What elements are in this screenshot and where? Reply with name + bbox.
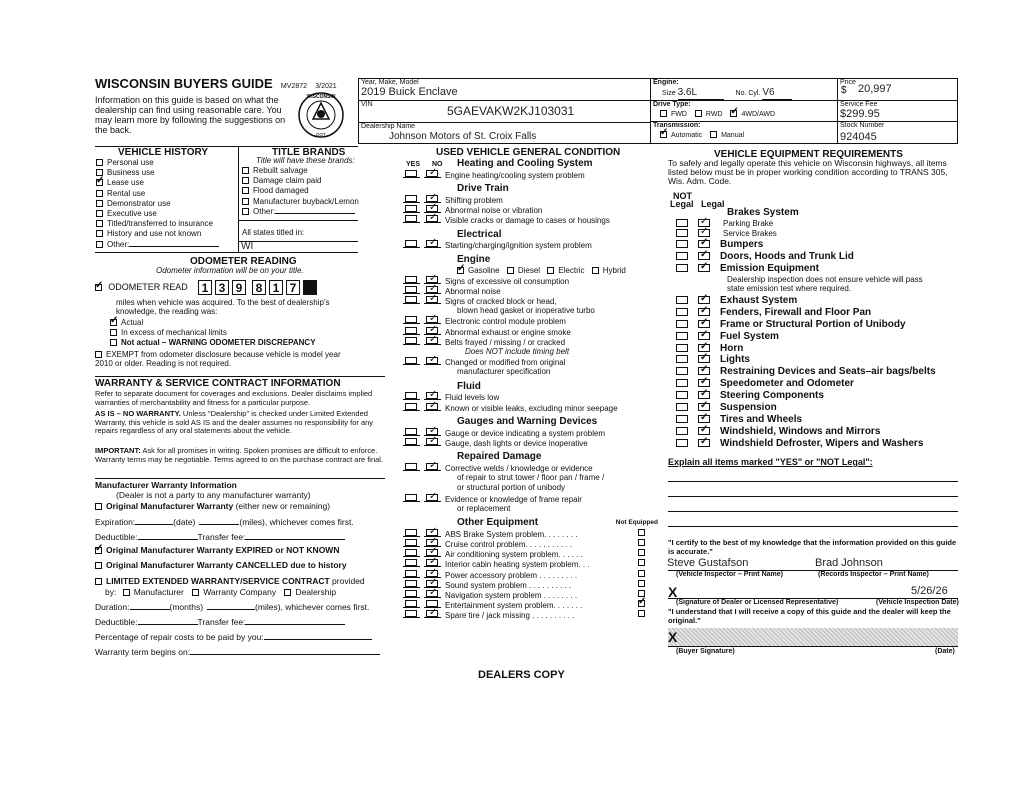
- condition-row: Entertainment system problem. . . . . . . ✓: [403, 600, 661, 610]
- inspector-name[interactable]: Steve Gustafson: [667, 557, 749, 569]
- warranty-p3: IMPORTANT: Ask for all promises in writing. Spoken promises are difficult to enforce. Warranty terms may be negotiable. Terms agreed to on the purchase contract are final.: [95, 446, 384, 464]
- condition-row: ✓ Fluid levels low: [403, 392, 661, 402]
- warranty-p1: Refer to separate document for coverages and exclusions. Dealer disclaims implied warranties of merchantability and fitness for a particular purpose.: [95, 389, 373, 407]
- odometer-row: [95, 280, 320, 295]
- history-item: Other:: [96, 240, 219, 250]
- requirement-row: ✓Frame or Structural Portion of Unibody: [676, 319, 961, 331]
- history-item: Rental use: [96, 189, 219, 199]
- drive-options: FWD RWD ✓ 4WD/AWD: [660, 110, 775, 119]
- legal-label: Legal: [670, 199, 694, 209]
- brands-list: [242, 166, 359, 217]
- signature-x: X: [668, 584, 678, 600]
- percentage-row: Percentage of repair costs to be paid by you:: [95, 633, 372, 643]
- deductible2-row: Deductible: Transfer fee:: [95, 618, 345, 628]
- cyl-label: No. Cyl.: [735, 90, 761, 97]
- odometer-digit[interactable]: 3: [215, 280, 229, 295]
- odometer-digit[interactable]: 1: [269, 280, 283, 295]
- condition-row: ✓ Interior cabin heating system problem. . .: [403, 559, 661, 569]
- ymm-value[interactable]: 2019 Buick Enclave: [361, 86, 458, 98]
- requirement-row: ✓Service Brakes: [676, 229, 961, 239]
- requirement-row: ✓Fuel System: [676, 331, 961, 343]
- limited-checkbox[interactable]: [95, 578, 102, 585]
- brand-item: Damage claim paid: [242, 176, 359, 186]
- history-item: Business use: [96, 168, 219, 178]
- sig-date[interactable]: 5/26/26: [911, 585, 948, 597]
- buyer-signature-field[interactable]: [668, 628, 958, 646]
- term-row: Warranty term begins on:: [95, 648, 380, 658]
- requirement-row: ✓Speedometer and Odometer: [676, 378, 961, 390]
- dealer-value[interactable]: Johnson Motors of St. Croix Falls: [389, 131, 537, 142]
- history-item: Executive use: [96, 209, 219, 219]
- odometer-text: miles when vehicle was acquired. To the best of dealership's knowledge, the reading was:: [116, 298, 330, 317]
- brand-item: Manufacturer buyback/Lemon: [242, 197, 359, 207]
- requirements-title: VEHICLE EQUIPMENT REQUIREMENTS: [714, 149, 903, 160]
- condition-row: ✓ Gauge, dash lights or device inoperative: [403, 438, 661, 448]
- odometer-checkbox[interactable]: [95, 284, 102, 291]
- requirement-row: ✓Windshield Defroster, Wipers and Washers: [676, 438, 961, 450]
- condition-row: ✓ Evidence or knowledge of frame repair: [403, 494, 661, 504]
- price-label: Price: [840, 79, 856, 86]
- ymm-label: Year, Make, Model: [361, 79, 419, 86]
- history-list: [96, 158, 219, 250]
- not-legal-label: NOT: [673, 191, 692, 201]
- orig-effective-checkbox[interactable]: [95, 503, 102, 510]
- limited-row: LIMITED EXTENDED WARRANTY/SERVICE CONTRACT provided: [95, 577, 365, 587]
- condition-row: ✓ Navigation system problem . . . . . . . .: [403, 590, 661, 600]
- svg-text:DOT: DOT: [316, 132, 326, 137]
- condition-row: ✓ Air conditioning system problem. . . . . .: [403, 549, 661, 559]
- excess-checkbox[interactable]: [110, 329, 117, 336]
- condition-row: ✓ Gauge or device indicating a system problem: [403, 428, 661, 438]
- brakes-title: Brakes System: [727, 207, 799, 218]
- inspector-label: (Vehicle Inspector – Print Name): [676, 571, 783, 578]
- condition-row: ✓ Belts frayed / missing / or cracked: [403, 337, 661, 347]
- engine-label: Engine:: [653, 79, 679, 86]
- rwd-checkbox[interactable]: [695, 110, 702, 117]
- cancelled-checkbox[interactable]: [95, 562, 102, 569]
- fuel-row: ✓Gasoline Diesel Electric Hybrid: [403, 266, 661, 276]
- condition-title: USED VEHICLE GENERAL CONDITION: [436, 147, 621, 158]
- recorder-label: (Records Inspector – Print Name): [818, 571, 929, 578]
- condition-row: ✓ Engine heating/cooling system problem: [403, 170, 661, 180]
- condition-row: ✓ Shifting problem: [403, 195, 661, 205]
- expired-row: ✓Original Manufacturer Warranty EXPIRED or NOT KNOWN: [95, 546, 339, 556]
- brand-item: Flood damaged: [242, 186, 359, 196]
- warranty-p2: AS IS – NO WARRANTY. Unless "Dealership" is checked under Limited Extended Warranty, this vehicle is sold AS IS and the dealer assumes no responsibility for any repairs regardless of any oral statements about the vehicle.: [95, 409, 374, 436]
- buyer-sig-label: (Buyer Signature): [676, 648, 735, 655]
- condition-row: ✓ Visible cracks or damage to cases or housings: [403, 215, 661, 225]
- dealers-copy: DEALERS COPY: [478, 669, 565, 681]
- buyer-date-label: (Date): [935, 648, 955, 655]
- condition-row: ✓ ABS Brake System problem. . . . . . . .: [403, 529, 661, 539]
- svg-text:WISCONSIN: WISCONSIN: [306, 94, 336, 100]
- dealer-sig-label: (Signature of Dealer or Licensed Representative): [676, 599, 839, 606]
- condition-row: ✓ Corrective welds / knowledge or evidence: [403, 463, 661, 473]
- odometer-digit[interactable]: 7: [286, 280, 300, 295]
- cyl-value[interactable]: V6: [762, 87, 792, 100]
- requirement-row: ✓Fenders, Firewall and Floor Pan: [676, 307, 961, 319]
- condition-row: ✓ Signs of excessive oil consumption: [403, 276, 661, 286]
- other-title: Other Equipment Not Equipped: [457, 516, 658, 528]
- intro-text: Information on this guide is based on what the dealership can find using reasonable care. You may learn more by following the suggestions on the back.: [95, 95, 286, 135]
- actual-checkbox[interactable]: [110, 319, 117, 326]
- condition-row: ✓ Signs of cracked block or head,: [403, 296, 661, 306]
- condition-row: ✓ Abnormal noise or vibration: [403, 205, 661, 215]
- form-date: 3/2021: [315, 83, 337, 90]
- fwd-checkbox[interactable]: [660, 110, 667, 117]
- price-value[interactable]: 20,997: [858, 83, 892, 95]
- requirement-row: ✓Exhaust System: [676, 295, 961, 307]
- requirement-row: ✓Parking Brake: [676, 219, 961, 229]
- expired-checkbox[interactable]: [95, 547, 102, 554]
- requirement-row: ✓Emission Equipment: [676, 263, 961, 275]
- not-actual-checkbox[interactable]: [110, 339, 117, 346]
- condition-list: Heating and Cooling System ✓ Engine heating/cooling system problem Drive Train ✓ Shifting problem ✓ Abnormal noise or vibration ✓ Visible cracks or damage to cases or housings Electrical ✓ Starting/charging/ignition system problem Engine ✓Gasoline Diesel Electric Hybrid ✓ Signs of excessive oil consumption ✓ Abnormal noise ✓ Signs of cracked block or head, blown head gasket or inoperative turbo ✓ Electronic control module problem ✓ Abnormal exhaust or engine smoke ✓ Belts frayed / missing / or cracked Does NOT include timing belt ✓ Changed or modified from original manufacturer specification Fluid ✓ Fluid levels low ✓ Known or visible leaks, excluding minor seepage Gauges and Warning Devices ✓ Gauge or device indicating a system problem ✓ Gauge, dash lights or device inoperative Repaired Damage ✓ Corrective welds / knowledge or evidence of repair to strut tower / floor pan / frame / or structural portion of unibody ✓ Evidence or knowledge of frame repair or replacement Other Equipment Not Equipped ✓ ABS Brake System problem. . . . . . . . ✓ Cruise control problem. . . . . . . . . . . ✓ Air conditioning system problem. . . . . . ✓ Interior cabin heating system problem. . . ✓ Power accessory problem . . . . . . . . . ✓ Sound system problem . . . . . . . . . . ✓ Navigation system problem . . . . . . . . Entertainment system problem. . . . . . . ✓ ✓ Spare tire / jack missing . . . . . . . . . .: [403, 158, 661, 621]
- price-currency: $: [841, 85, 847, 96]
- requirement-row: ✓Tires and Wheels: [676, 414, 961, 426]
- requirements-list: [676, 207, 961, 450]
- automatic-checkbox[interactable]: [660, 131, 667, 138]
- brands-title: TITLE BRANDS: [272, 147, 346, 158]
- certify-text: "I certify to the best of my knowledge that the information provided on this guide is accurate.": [668, 538, 957, 556]
- requirement-row: ✓Doors, Hoods and Trunk Lid: [676, 251, 961, 263]
- deductible-row: Deductible: Transfer fee:: [95, 533, 345, 543]
- repaired-title: Repaired Damage: [457, 451, 542, 463]
- states-label: All states titled in:: [242, 228, 305, 237]
- gauges-title: Gauges and Warning Devices: [457, 415, 598, 427]
- not-equipped-label: Not Equipped: [615, 518, 658, 526]
- condition-row: ✓ Abnormal exhaust or engine smoke: [403, 327, 661, 337]
- brand-item: Other:: [242, 207, 359, 217]
- condition-row: ✓ Electronic control module problem: [403, 316, 661, 326]
- emission-note: Dealership inspection does not ensure vehicle will pass state emission test where required.: [727, 274, 923, 294]
- fee-label: Service Fee: [840, 101, 878, 108]
- requirement-row: ✓Horn: [676, 343, 961, 355]
- expiration-row: Expiration: (date) (miles), whichever comes first.: [95, 517, 354, 527]
- no-label: NO: [432, 161, 443, 168]
- odometer-tenths: [303, 280, 317, 295]
- warranty-title: WARRANTY & SERVICE CONTRACT INFORMATION: [95, 378, 341, 389]
- heating-title: Heating and Cooling System: [457, 158, 593, 169]
- history-item: Titled/transferred to insurance: [96, 219, 219, 229]
- by-row: by: Manufacturer Warranty Company Dealership: [105, 587, 337, 597]
- mfr-title: Manufacturer Warranty Information: [95, 480, 237, 490]
- legal-label-2: Legal: [701, 199, 725, 209]
- awd-checkbox[interactable]: [730, 110, 737, 117]
- condition-row: ✓ Cruise control problem. . . . . . . . . . .: [403, 539, 661, 549]
- requirement-row: ✓Suspension: [676, 402, 961, 414]
- condition-row: ✓ Changed or modified from original: [403, 357, 661, 367]
- manual-checkbox[interactable]: [710, 131, 717, 138]
- stock-value[interactable]: 924045: [840, 131, 877, 143]
- history-item: ✓Lease use: [96, 178, 219, 188]
- requirement-row: ✓Steering Components: [676, 390, 961, 402]
- requirement-row: ✓Lights: [676, 354, 961, 366]
- trans-options: ✓Automatic Manual: [660, 131, 744, 140]
- orig-effective-row: Original Manufacturer Warranty (either new or remaining): [95, 502, 330, 512]
- states-value[interactable]: WI: [241, 241, 254, 252]
- form-title: WISCONSIN BUYERS GUIDE: [95, 76, 273, 91]
- exempt-row: EXEMPT from odometer disclosure because vehicle is model year 2010 or older. Reading is not required.: [95, 350, 341, 369]
- explain-label: Explain all items marked "YES" or "NOT Legal":: [668, 457, 873, 467]
- odometer-subtitle: Odometer information will be on your title.: [156, 266, 304, 275]
- cancelled-row: Original Manufacturer Warranty CANCELLED due to history: [95, 561, 347, 571]
- condition-row: ✓ Known or visible leaks, excluding minor seepage: [403, 403, 661, 413]
- odometer-label: ODOMETER READ: [108, 281, 188, 292]
- requirements-intro: To safely and legally operate this vehicle on Wisconsin highways, all items listed below must be in proper working condition according to TRANS 305, Wis. Adm. Code.: [668, 158, 948, 186]
- odometer-digit[interactable]: 1: [198, 280, 212, 295]
- fee-value[interactable]: $299.95: [840, 108, 880, 120]
- trans-label: Transmission:: [653, 122, 701, 129]
- yes-label: YES: [406, 161, 421, 168]
- exempt-checkbox[interactable]: [95, 351, 102, 358]
- odometer-options: ✓Actual In excess of mechanical limits Not actual – WARNING ODOMETER DISCREPANCY: [110, 318, 316, 349]
- condition-row: ✓ Spare tire / jack missing . . . . . . . . . .: [403, 610, 661, 620]
- condition-row: ✓ Abnormal noise: [403, 286, 661, 296]
- odometer-digit[interactable]: 9: [232, 280, 246, 295]
- requirement-row: ✓Windshield, Windows and Mirrors: [676, 426, 961, 438]
- stock-label: Stock Number: [840, 122, 885, 129]
- form-number: MV2872: [280, 83, 307, 90]
- fluid-title: Fluid: [457, 380, 481, 392]
- mfr-sub: (Dealer is not a party to any manufacturer warranty): [116, 490, 311, 500]
- brands-subtitle: Title will have these brands:: [256, 156, 355, 165]
- engine-size: [662, 87, 792, 100]
- engine-title: Engine: [457, 253, 491, 265]
- condition-row: ✓ Starting/charging/ignition system problem: [403, 240, 661, 250]
- requirement-row: ✓Restraining Devices and Seats–air bags/belts: [676, 366, 961, 378]
- drive-title: Drive Train: [457, 183, 509, 195]
- odometer-digit[interactable]: 8: [252, 280, 266, 295]
- understand-text: "I understand that I will receive a copy of this guide and the dealer will keep the original.": [668, 607, 951, 625]
- buyer-x: X: [668, 629, 678, 645]
- condition-row: ✓ Sound system problem . . . . . . . . . .: [403, 580, 661, 590]
- history-item: Demonstrator use: [96, 199, 219, 209]
- size-label: Size: [662, 90, 676, 97]
- wisdot-seal-icon: [296, 90, 346, 140]
- vin-label: VIN: [361, 101, 373, 108]
- recorder-name[interactable]: Brad Johnson: [815, 557, 883, 569]
- size-value[interactable]: 3.6L: [678, 87, 724, 100]
- history-title: VEHICLE HISTORY: [118, 147, 209, 158]
- inspection-date-label: (Vehicle Inspection Date): [876, 599, 959, 606]
- requirement-row: ✓Bumpers: [676, 239, 961, 251]
- drive-label: Drive Type:: [653, 101, 691, 108]
- dealer-label: Dealership Name: [361, 123, 416, 130]
- brand-item: Rebuilt salvage: [242, 166, 359, 176]
- odometer-title: ODOMETER READING: [190, 256, 297, 267]
- condition-row: ✓ Power accessory problem . . . . . . . . .: [403, 570, 661, 580]
- duration-row: Duration: (months) (miles), whichever comes first.: [95, 602, 370, 612]
- electrical-title: Electrical: [457, 228, 502, 240]
- entertainment-not-equipped[interactable]: [638, 600, 645, 607]
- vin-value[interactable]: 5GAEVAKW2KJ103031: [447, 104, 575, 118]
- history-item: History and use not known: [96, 229, 219, 239]
- history-item: Personal use: [96, 158, 219, 168]
